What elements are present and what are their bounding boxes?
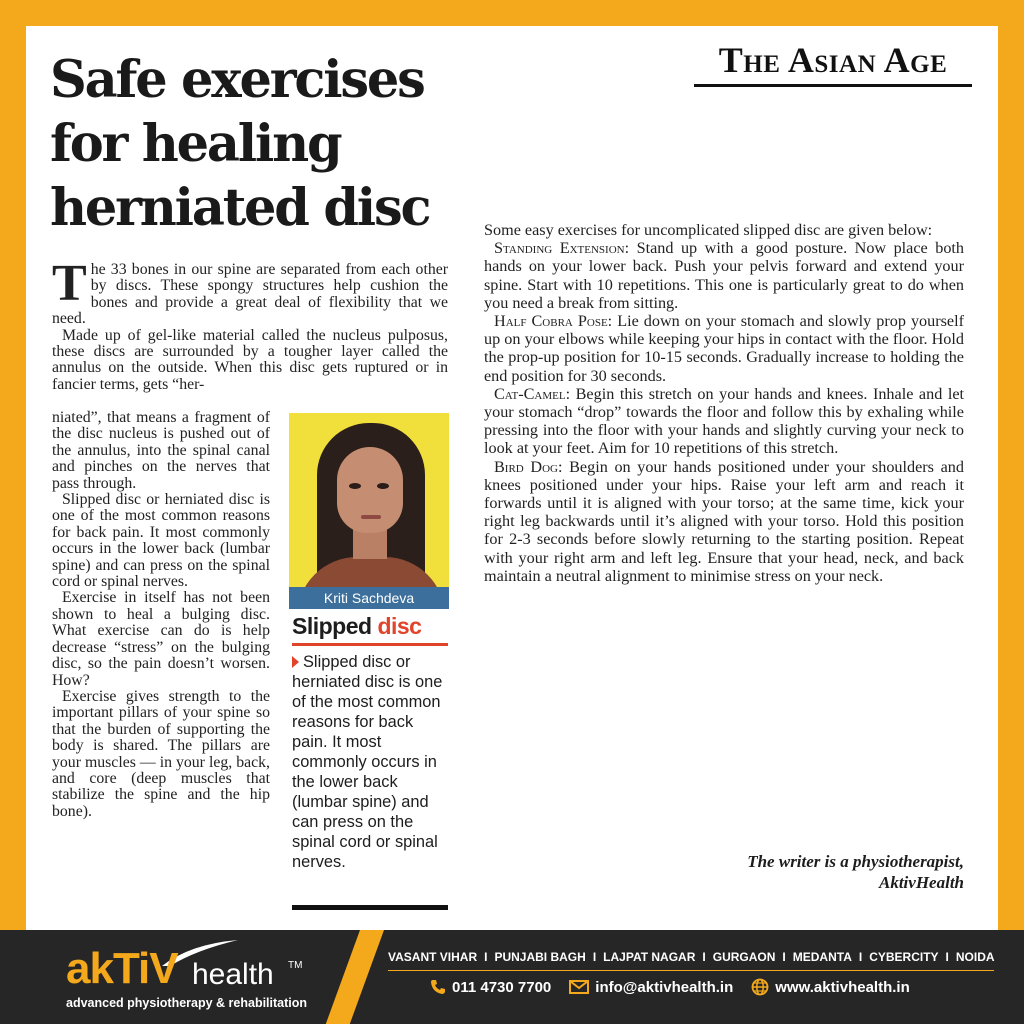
location-separator: I [858,950,863,964]
email-address: info@aktivhealth.in [595,978,734,996]
sidebar-callout-text: Slipped disc or herniated disc is one of the most common reasons for back pain. It most commonly occurs in the lower back (lumbar spine) and can press on the spinal cord or spinal nerves. [292,653,443,871]
globe-icon [751,978,769,996]
paragraph-exercise-stress: Exercise in itself has not been shown to heal a bulging disc. What exercise can do is help decrease “stress” on the bulging disc, so the pain doesn’t worsen. How? [52,589,270,689]
headline-line-2: for healing [50,114,341,174]
trademark-mark: TM [288,960,303,971]
location-item: LAJPAT NAGAR [603,950,696,964]
exercise-bird-dog [484,458,964,585]
location-item: MEDANTA [792,950,852,964]
byline-line-1: The writer is a physiotherapist, [747,852,964,871]
location-item: GURGAON [712,950,776,964]
sidebar-bottom-rule [292,905,448,910]
article-column-1-narrow [52,410,270,820]
exercises-intro: Some easy exercises for uncomplicated slipped disc are given below: [484,221,933,239]
paragraph-herniated-cont: niated”, that means a fragment of the disc nucleus is pushed out of the annulus, into the spinal canal and pinches on the nerves that pass through. [52,409,270,492]
paragraph-intro [52,255,448,328]
exercise-text: Begin this stretch on your hands and knees. Inhale and let your stomach “drop” towards the floor and follow this by exhaling while pressing into the floor with your hands and slightly curving your neck to look at your feet. Aim for 10 repetitions of this stretch. [484,384,964,458]
location-item: NOIDA [955,950,995,964]
exercise-name: Cat-Camel: [494,384,571,403]
locations-rule [388,970,994,971]
location-separator: I [945,950,949,964]
contact-website[interactable] [751,978,909,996]
author-byline [600,851,964,893]
sidebar-callout [292,652,450,872]
exercise-text: Stand up with a good posture. Now place both hands on your lower back. Push your pelvis forward and extend your spine. Start with 10 repetitions. This one is particularly great to do when you need a break from sitting. [484,239,965,312]
contact-info [430,978,1010,996]
photo-caption: Kriti Sachdeva [289,587,449,609]
website-url: www.aktivhealth.in [775,978,910,996]
locations-list [388,950,1008,964]
sidebar-title-black: Slipped [292,613,372,639]
masthead-rule [694,84,972,87]
location-separator: I [484,950,488,964]
location-item: VASANT VIHAR [388,950,478,964]
exercise-name: Standing Extension: [494,239,630,258]
newspaper-masthead: The Asian Age [718,40,948,80]
exercise-text: Lie down on your stomach and slowly prop yourself up on your elbows while keeping your hips in contact with the floor. Hold the prop-up position for 10-15 seconds. Gradually increase to holding the end position for 30 seconds. [484,312,965,385]
paragraph-disc-structure: Made up of gel-like material called the nucleus pulposus, these discs are surrounded by a tougher layer called the annulus on the outside. When this disc gets ruptured or in fancier terms, gets “her- [52,326,448,393]
logo-tagline: advanced physiotherapy & rehabilitation [66,996,308,1010]
article-headline [50,48,470,240]
aktivhealth-logo[interactable] [62,938,308,1018]
sidebar-title-red: disc [377,613,422,639]
paragraph-slipped-disc: Slipped disc or herniated disc is one of the most common reasons for back pain. It most commonly occurs in the lower back (lumbar spine) and can press on the spinal cord or spinal nerves. [52,491,270,591]
logo-wordmark-aktiv: akTiV [66,944,178,993]
drop-cap: T [52,255,87,312]
author-photo [289,413,449,607]
contact-phone[interactable] [430,979,551,996]
phone-number: 011 4730 7700 [452,978,552,996]
contact-email[interactable] [569,979,733,996]
phone-icon [430,979,446,995]
sidebar-title [292,610,452,642]
logo-wordmark-health: health [192,958,274,991]
article-column-2 [484,221,964,585]
byline-line-2: AktivHealth [879,873,964,892]
footer-slash-divider [326,930,384,1024]
location-separator: I [592,950,597,964]
location-separator: I [702,950,706,964]
triangle-bullet-icon [292,656,299,668]
exercise-text: Begin on your hands positioned under your shoulders and knees positioned under your hips. Raise your left arm and reach it forwards until it is aligned with your torso; at the same time, kick your right leg backwards until it’s aligned with your torso. Hold this position for 2-3 seconds before slowly returning to the starting position. Repeat with your right arm and left leg. Ensure that your head, neck, and back maintain a neutral alignment to minimise stress on your neck. [484,457,964,585]
mail-icon [569,980,589,994]
headline-line-1: Safe exercises [50,50,424,110]
sidebar-rule [292,643,448,646]
paragraph-intro-text: he 33 bones in our spine are separated from each other by discs. These spongy structures help cushion the bones and provide a great deal of flexibility that we need. [52,261,448,328]
exercise-standing-extension [484,239,964,312]
headline-line-3: herniated disc [50,178,430,238]
exercise-name: Half Cobra Pose: [494,312,613,331]
location-item: CYBERCITY [869,950,939,964]
paragraph-exercise-pillars: Exercise gives strength to the important pillars of your spine so that the burden of supporting the body is shared. The pillars are your muscles — in your leg, back, and core (deep muscles that stabilize the spine and the hip bone). [52,687,270,820]
exercise-half-cobra [484,312,964,385]
article-column-1-top [52,255,448,393]
exercise-name: Bird Dog: [494,457,563,476]
location-item: PUNJABI BAGH [494,950,586,964]
location-separator: I [782,950,786,964]
exercise-cat-camel [484,385,964,458]
